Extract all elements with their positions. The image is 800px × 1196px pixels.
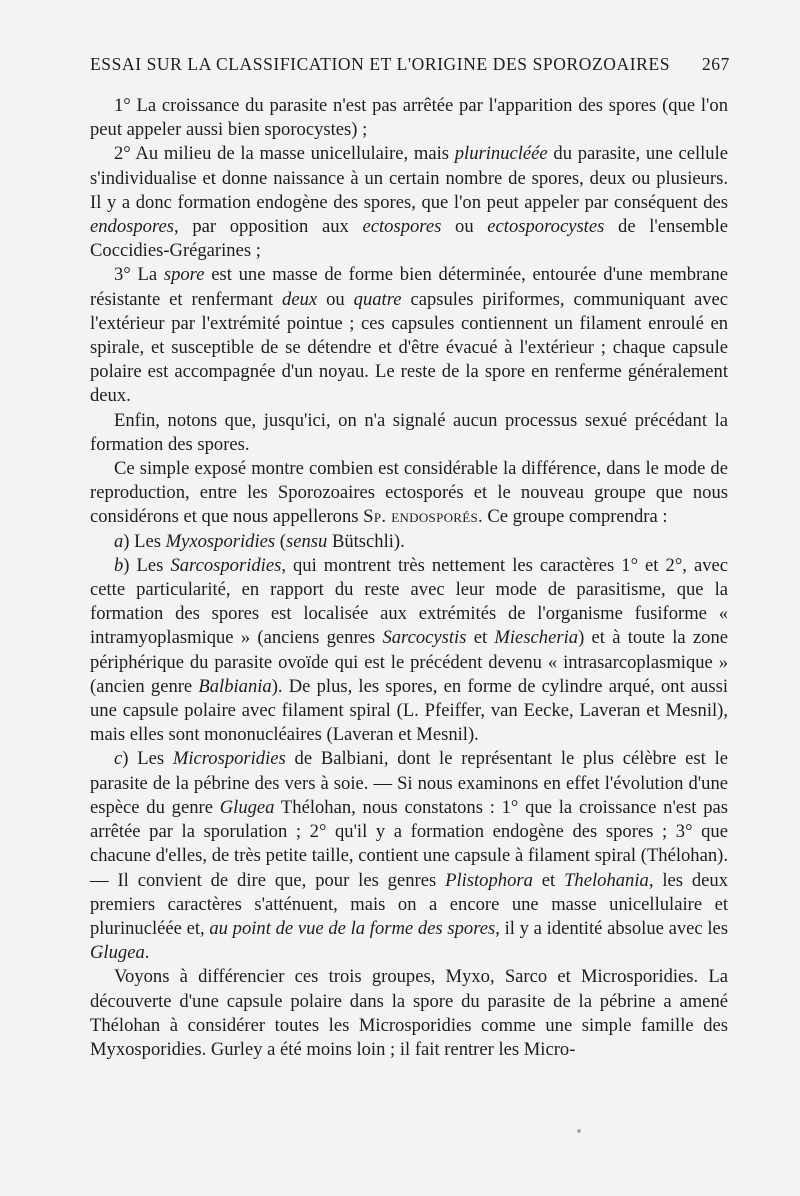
paragraph-summary: Ce simple exposé montre combien est considérable la différence, dans le mode de reproduction, entre les Sporozoaires ectosporés et le nouveau groupe que nous considérons et que nous appellerons Sp. endosporés. Ce groupe comprendra : [90, 458, 728, 528]
list-item-c: c) Les Microsporidies de Balbiani, dont le représentant le plus célèbre est le parasite de la pébrine des vers à soie. — Si nous examinons en effet l'évolution d'une espèce du genre Glugea Thélohan, nous constatons : 1° que la croissance n'est pas arrêtée par la sporulation ; 2° qu'il y a formation endogène des spores ; 3° que chacune d'elles, de très petite taille, contient une capsule à filament spiral (Thélohan). — Il convient de dire que, pour les genres Plistophora et Thelohania, les deux premiers caractères s'atténuent, mais on a encore une masse unicellulaire et plurinucléée et, au point de vue de la forme des spores, il y a identité absolue avec les Glugea. [90, 748, 729, 964]
running-title: ESSAI SUR LA CLASSIFICATION ET L'ORIGINE DES SPOROZOAIRES [90, 54, 671, 74]
page-number: 267 [701, 54, 730, 74]
paragraph-criterion-3: 3° La spore est une masse de forme bien déterminée, entourée d'une membrane résistante et renfermant deux ou quatre capsules piriformes, communiquant avec l'extérieur par l'extrémité pointue ; ces capsules contiennent un filament enroulé en spirale, et susceptible de se détendre et d'être évacué à l'extérieur ; chaque capsule polaire est accompagnée d'un noyau. Le reste de la spore en renferme généralement deux. [90, 264, 729, 407]
running-header [90, 54, 730, 75]
list-item-b: b) Les Sarcosporidies, qui montrent très nettement les caractères 1° et 2°, avec cette particularité, en rapport du reste avec leur mode de parasitisme, que la formation des spores est localisée aux extrémités de l'organisme fusiforme « intramyoplasmique » (anciens genres Sarcocystis et Miescheria) et à toute la zone périphérique du parasite ovoïde qui est le précédent devenu « intrasarcoplasmique » (ancien genre Balbiania). De plus, les spores, en forme de cylindre arqué, ont aussi une capsule polaire avec filament spiral (L. Pfeiffer, van Eecke, Laveran et Mesnil), mais elles sont mononucléaires (Laveran et Mesnil). [90, 554, 728, 746]
ink-speck [577, 1129, 581, 1133]
list-item-a: a) Les Myxosporidies (sensu Bütschli). [114, 530, 405, 552]
paragraph-conclusion: Enfin, notons que, jusqu'ici, on n'a signalé aucun processus sexué précédant la formation des spores. [90, 409, 728, 455]
paragraph-final: Voyons à différencier ces trois groupes, Myxo, Sarco et Microsporidies. La découverte d'une capsule polaire dans la spore du parasite de la pébrine a amené Thélohan à considérer toutes les Microsporidies comme une simple famille des Myxosporidies. Gurley a été moins loin ; il fait rentrer les Micro- [90, 966, 728, 1060]
paragraph-criterion-1: 1° La croissance du parasite n'est pas arrêtée par l'apparition des spores (que l'on peut appeler aussi bien sporocystes) ; [90, 95, 728, 141]
body-text [90, 94, 728, 1062]
paragraph-criterion-2: 2° Au milieu de la masse unicellulaire, mais plurinucléée du parasite, une cellule s'individualise et donne naissance à un certain nombre de spores, deux ou plusieurs. Il y a donc formation endogène des spores, que l'on peut appeler par conséquent des endospores, par opposition aux ectospores ou ectosporocystes de l'ensemble Coccidies-Grégarines ; [90, 143, 728, 262]
